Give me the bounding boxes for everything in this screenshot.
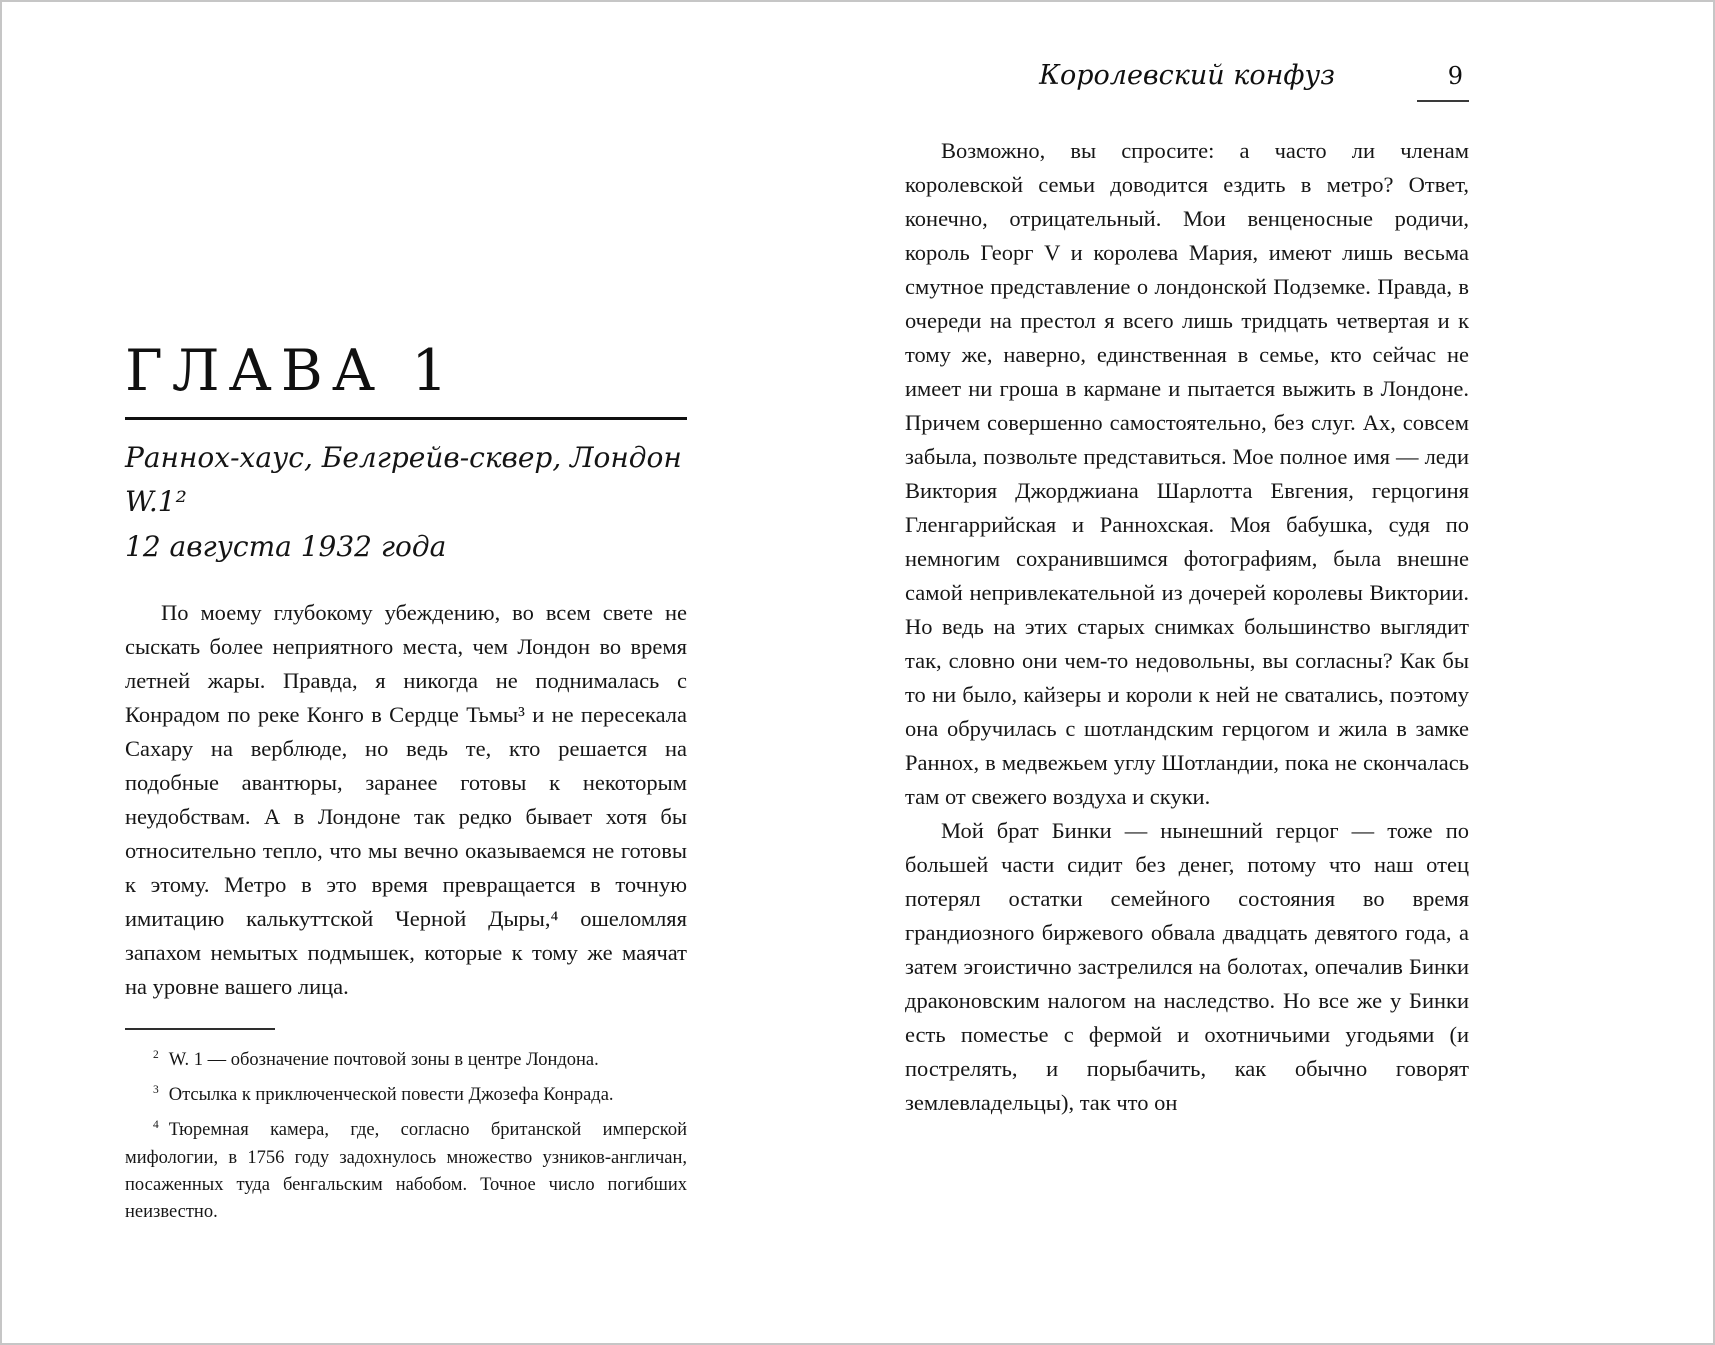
footnote-text: Отсылка к приключенческой повести Джозефа Конрада. [168,1085,614,1106]
footnote-marker: 3 [153,1084,159,1097]
dateline-date: 12 августа 1932 года [125,530,447,564]
dateline-location: Раннох-хаус, Белгрейв-сквер, Лондон W.1² [125,440,682,519]
footnote [125,1077,687,1109]
chapter-title-rule [125,417,687,420]
footnote-separator [125,1028,275,1030]
right-page [905,2,1469,1120]
footnote-marker: 2 [153,1049,159,1062]
body-paragraph: По моему глубокому убеждению, во всем свете не сыскать более неприятного места, чем Лондон во время летней жары. Правда, я никогда не поднималась с Конрадом по реке Конго в Сердце Тьмы³ и не пересекала Сахару на верблюде, но ведь те, кто решается на подобные авантюры, заранее готовы к некоторым неудобствам. А в Лондоне так редко бывает хотя бы относительно тепло, что мы вечно оказываемся не готовы к этому. Метро в это время превращается в точную имитацию калькуттской Черной Дыры,⁴ ошеломляя запахом немытых подмышек, которые к тому же маячат на уровне вашего лица. [125,600,687,1000]
running-header [905,60,1469,104]
footnote-text: Тюремная камера, где, согласно британской имперской мифологии, в 1756 году задохнулось множество узников-англичан, посаженных туда бенгальским набобом. Точное число погибших неизвестно. [125,1120,687,1222]
page-number-rule [1417,100,1469,102]
running-header-title: Королевский конфуз [1039,60,1335,91]
footnote-text: W. 1 — обозначение почтовой зоны в центре Лондона. [168,1050,599,1071]
left-page [125,2,687,1229]
body-paragraph: Возможно, вы спросите: а часто ли членам королевской семьи доводится ездить в метро? Ответ, конечно, отрицательный. Мои венценосные родичи, король Георг V и королева Мария, имеют лишь весьма смутное представление о лондонской Подземке. Правда, в очереди на престол я всего лишь тридцать четвертая и к тому же, наверно, единственная в семье, кто сейчас не имеет ни гроша в кармане и пытается выжить в Лондоне. Причем совершенно самостоятельно, без слуг. Ах, совсем забыла, позвольте представиться. Мое полное имя — леди Виктория Джорджиана Шарлотта Евгения, герцогиня Гленгаррийская и Раннохская. Моя бабушка, судя по немногим сохранившимся фотографиям, была внешне самой непривлекательной из дочерей королевы Виктории. Но ведь на этих старых снимках большинство выглядит так, словно они чем-то недовольны, вы согласны? Как бы то ни было, кайзеры и короли к ней не сватались, поэтому она обручилась с шотландским герцогом и жила в замке Раннох, в медвежьем углу Шотландии, пока не скончалась там от свежего воздуха и скуки. [905,138,1469,809]
body-paragraph: Мой брат Бинки — нынешний герцог — тоже по большей части сидит без денег, потому что наш отец потерял остатки семейного состояния во время грандиозного биржевого обвала двадцать девятого года, а затем эгоистично застрелился на болотах, опечалив Бинки драконовским налогом на наследство. Но все же у Бинки есть поместье с фермой и охотничьими угодьями (и пострелять, и порыбачить, как обычно говорят землевладельцы), так что он [905,818,1469,1115]
dateline-block [125,436,687,570]
page-number: 9 [1447,62,1463,90]
footnote [125,1112,687,1225]
footnotes [125,1042,687,1225]
footnote-marker: 4 [153,1119,159,1132]
chapter-title: ГЛАВА 1 [125,338,457,404]
footnote [125,1042,687,1074]
